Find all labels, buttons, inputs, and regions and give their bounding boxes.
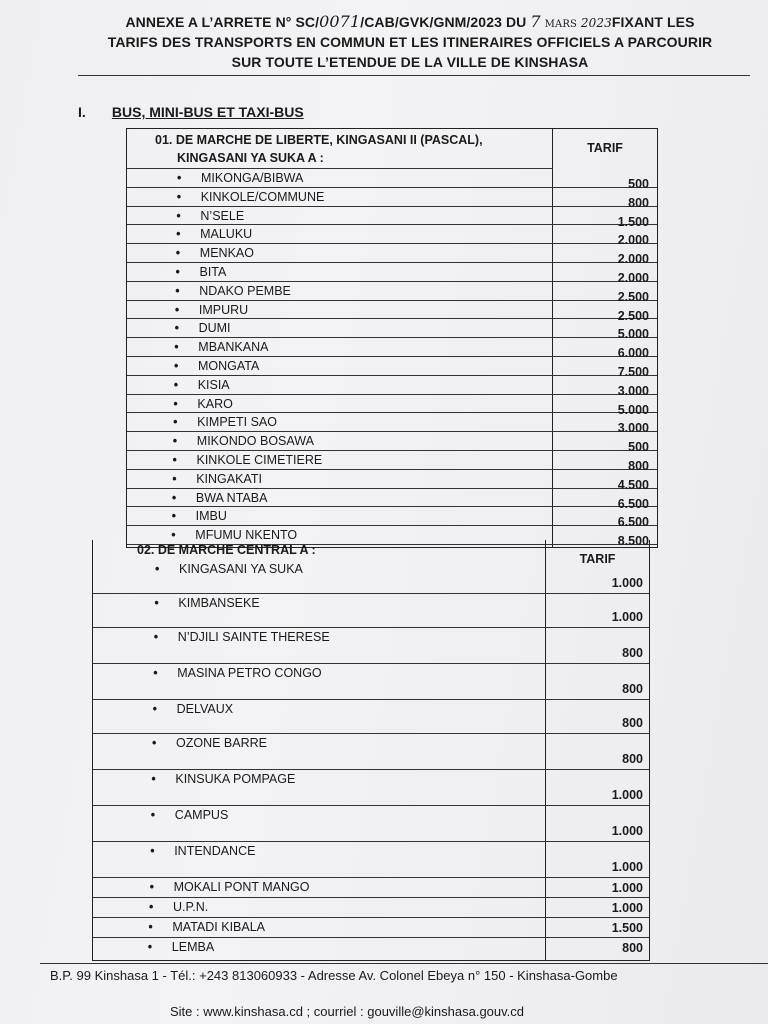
section-number: I. (78, 104, 86, 120)
destination-cell (173, 434, 314, 448)
tarif-value: 1.000 (611, 576, 643, 590)
bullet-icon: • (171, 528, 176, 543)
tarif-value: 5.000 (617, 327, 649, 342)
table-row (93, 628, 649, 664)
bullet-icon: • (174, 340, 179, 355)
bullet-icon: • (155, 562, 160, 576)
tarif-value: 2.500 (617, 308, 649, 323)
table-row (127, 338, 657, 361)
destination-name: MASINA PETRO CONGO (177, 666, 322, 680)
bullet-icon: • (171, 509, 176, 524)
table-row (127, 432, 657, 455)
destination-cell (177, 190, 325, 204)
decree-fixant: FIXANT LES (611, 14, 695, 30)
destination-cell (172, 472, 262, 486)
bullet-icon: • (147, 940, 153, 954)
tarif-value: 1.000 (611, 824, 643, 838)
tarif-value: 1.000 (611, 610, 643, 624)
destination-cell (175, 284, 291, 298)
destination-name: KINKOLE CIMETIERE (196, 453, 323, 467)
destination-cell (154, 630, 330, 644)
destination-name: U.P.N. (173, 900, 209, 914)
destination-name: KINGAKATI (196, 471, 262, 486)
destination-name: MFUMU NKENTO (195, 528, 298, 543)
header-line-1 (70, 12, 750, 31)
table-row (127, 489, 657, 511)
decree-number-handwritten: 0071 (319, 12, 361, 31)
destination-cell (152, 736, 267, 750)
destination-cell (172, 491, 268, 505)
destination-cell (151, 772, 295, 786)
destination-name: CAMPUS (174, 808, 229, 822)
table-row (127, 282, 657, 304)
table-row (93, 806, 649, 842)
destination-cell (173, 415, 277, 429)
table-row (127, 357, 657, 379)
destination-name: DELVAUX (176, 702, 234, 716)
tarif-value: 800 (628, 459, 649, 473)
destination-cell (153, 702, 234, 716)
destination-name: KINGASANI YA SUKA (179, 562, 303, 576)
destination-cell (176, 227, 252, 241)
destination-cell (172, 509, 227, 523)
bullet-icon: • (174, 321, 179, 336)
header-line-2: TARIFS DES TRANSPORTS EN COMMUN ET LES ITINERAIRES OFFICIELS A PARCOURIR (107, 34, 713, 50)
tarif-value: 1.000 (611, 788, 643, 802)
tarif-value: 1.000 (611, 860, 643, 874)
tarif-value: 500 (628, 177, 649, 191)
table-row (127, 507, 657, 530)
table-row (93, 898, 649, 918)
table-row (93, 594, 649, 628)
destination-cell (149, 900, 208, 914)
tariff-table-2 (92, 540, 650, 961)
table-row (127, 207, 657, 229)
tarif-value: 6.500 (617, 496, 649, 511)
bullet-icon: • (148, 920, 153, 934)
table-row (127, 169, 657, 191)
bullet-icon: • (171, 490, 177, 505)
bullet-icon: • (176, 227, 181, 242)
destination-cell (177, 171, 303, 185)
destination-name: N’SELE (200, 208, 245, 223)
destination-name: MOKALI PONT MANGO (173, 880, 310, 894)
tarif-value: 1.500 (611, 921, 643, 935)
group-1-heading-line-2: KINGASANI YA SUKA A : (177, 151, 324, 165)
destination-name: OZONE BARRE (176, 736, 267, 750)
destination-name: MONGATA (198, 359, 260, 373)
tarif-value: 2.000 (617, 233, 649, 248)
table-row (127, 376, 657, 398)
table-row (93, 770, 649, 806)
tarif-value: 3.000 (617, 383, 649, 398)
footer-contact: Site : www.kinshasa.cd ; courriel : gouville@kinshasa.gouv.cd (170, 1004, 525, 1019)
bullet-icon: • (151, 772, 156, 786)
table-row (127, 244, 657, 267)
tarif-value: 1.500 (617, 214, 649, 229)
group-1-header-row (127, 129, 553, 169)
bullet-icon: • (173, 396, 178, 411)
destination-cell (173, 453, 323, 467)
footer-address: B.P. 99 Kinshasa 1 - Tél.: +243 813060933 - Adresse Av. Colonel Ebeya n° 150 - Kinshasa-Gombe (50, 968, 618, 983)
bullet-icon: • (149, 900, 154, 914)
destination-cell (150, 844, 255, 858)
destination-name: DUMI (198, 321, 231, 336)
destination-name: NDAKO PEMBE (199, 283, 291, 298)
table-row (127, 395, 657, 417)
table-row (127, 263, 657, 285)
destination-cell (176, 246, 254, 260)
destination-name: KINKOLE/COMMUNE (200, 189, 325, 204)
tarif-value: 800 (622, 646, 643, 660)
bullet-icon: • (175, 283, 180, 298)
tarif-value: 4.500 (617, 477, 649, 492)
tarif-value: 800 (622, 752, 643, 766)
bullet-icon: • (153, 630, 159, 644)
table-row (93, 938, 649, 960)
destination-name: BWA NTABA (195, 490, 268, 505)
destination-name: MALUKU (200, 227, 253, 242)
bullet-icon: • (152, 702, 157, 716)
bullet-icon: • (174, 302, 180, 317)
destination-name: KIMBANSEKE (178, 596, 260, 610)
tarif-value: 2.500 (617, 289, 649, 304)
bullet-icon: • (176, 189, 182, 204)
bullet-icon: • (177, 171, 182, 185)
destination-name: KINSUKA POMPAGE (175, 772, 296, 786)
destination-cell (173, 397, 232, 411)
group-2-heading: 02. DE MARCHE CENTRAL A : (137, 543, 316, 557)
destination-name: BITA (199, 265, 227, 279)
destination-name: LEMBA (171, 940, 215, 954)
bullet-icon: • (172, 434, 178, 449)
bullet-icon: • (149, 880, 154, 894)
group-1-heading-line-1: 01. DE MARCHE DE LIBERTE, KINGASANI II (PASCAL), (155, 133, 483, 147)
tarif-value: 1.000 (611, 901, 643, 915)
destination-name: INTENDANCE (174, 844, 256, 858)
decree-day-handwritten: 7 (530, 12, 541, 31)
bullet-icon: • (175, 265, 180, 279)
bullet-icon: • (150, 844, 155, 858)
table-row (93, 700, 649, 734)
decree-prefix: ANNEXE A L’ARRETE N° SC/ (125, 14, 320, 30)
destination-name: KARO (197, 396, 233, 411)
table-row (127, 451, 657, 473)
destination-cell (154, 596, 259, 610)
destination-name: MATADI KIBALA (172, 920, 266, 934)
table-row (127, 188, 657, 210)
destination-name: N’DJILI SAINTE THERESE (177, 630, 330, 644)
table-row (93, 878, 649, 898)
tarif-value: 2.000 (617, 271, 649, 285)
bullet-icon: • (173, 377, 179, 392)
destination-cell (174, 340, 268, 354)
destination-cell (175, 303, 248, 317)
tarif-value: 8.500 (617, 534, 649, 549)
destination-name: MENKAO (199, 246, 254, 261)
tarif-value: 6.500 (617, 515, 649, 530)
tarif-value: 800 (622, 941, 643, 955)
tariff-table-1 (126, 128, 658, 548)
table-row (127, 470, 657, 492)
table-row (127, 225, 657, 248)
bullet-icon: • (173, 415, 178, 430)
bullet-icon: • (172, 471, 177, 486)
destination-cell (176, 265, 227, 279)
bullet-icon: • (150, 808, 156, 822)
table-row (127, 301, 657, 323)
table-row (93, 918, 649, 938)
destination-cell (150, 880, 310, 894)
tarif-value: 7.500 (617, 365, 649, 379)
decree-year-handwritten: 2023 (580, 16, 612, 30)
destination-cell (151, 808, 228, 822)
header-line-3: SUR TOUTE L’ETENDUE DE LA VILLE DE KINSHASA (231, 54, 589, 70)
section-title (78, 104, 304, 120)
destination-name: IMBU (195, 509, 227, 524)
destination-cell (148, 920, 265, 934)
table-row (93, 734, 649, 770)
table-row (127, 413, 657, 436)
bullet-icon: • (175, 246, 181, 261)
destination-cell (175, 321, 231, 335)
destination-cell (148, 940, 214, 954)
bullet-icon: • (172, 453, 177, 467)
table-row (93, 664, 649, 700)
decree-month-stamp: MARS (544, 19, 577, 30)
table-row (93, 842, 649, 878)
table-row (93, 560, 649, 594)
destination-name: MBANKANA (198, 340, 269, 355)
destination-cell (155, 562, 303, 576)
bullet-icon: • (154, 596, 159, 610)
destination-name: KIMPETI SAO (197, 415, 277, 430)
group-1-tarif-header: TARIF (587, 141, 623, 155)
destination-cell (174, 359, 259, 373)
destination-name: MIKONDO BOSAWA (196, 434, 314, 449)
destination-name: IMPURU (198, 302, 249, 317)
tarif-value: 2.000 (617, 252, 649, 267)
bullet-icon: • (152, 736, 157, 750)
header-rule (78, 75, 750, 76)
destination-name: MIKONGA/BIBWA (201, 171, 304, 185)
destination-cell (176, 209, 244, 223)
tarif-value: 800 (622, 682, 643, 696)
destination-cell (153, 666, 321, 680)
tarif-value: 800 (622, 716, 643, 730)
tarif-value: 800 (628, 195, 649, 210)
tarif-value: 1.000 (611, 881, 643, 895)
bullet-icon: • (176, 208, 181, 223)
bullet-icon: • (153, 666, 158, 680)
tarif-value: 6.000 (617, 346, 649, 361)
bullet-icon: • (174, 359, 179, 373)
destination-cell (174, 378, 230, 392)
tarif-value: 3.000 (617, 421, 649, 436)
tarif-value: 5.000 (617, 402, 649, 417)
tarif-value: 500 (628, 440, 649, 455)
footer-rule (40, 963, 768, 964)
destination-name: KISIA (197, 377, 230, 392)
table-row (127, 319, 657, 342)
section-title-text: BUS, MINI-BUS ET TAXI-BUS (111, 104, 304, 120)
decree-suffix: /CAB/GVK/GNM/2023 DU (360, 14, 527, 30)
group-2-tarif-header: TARIF (579, 552, 616, 566)
